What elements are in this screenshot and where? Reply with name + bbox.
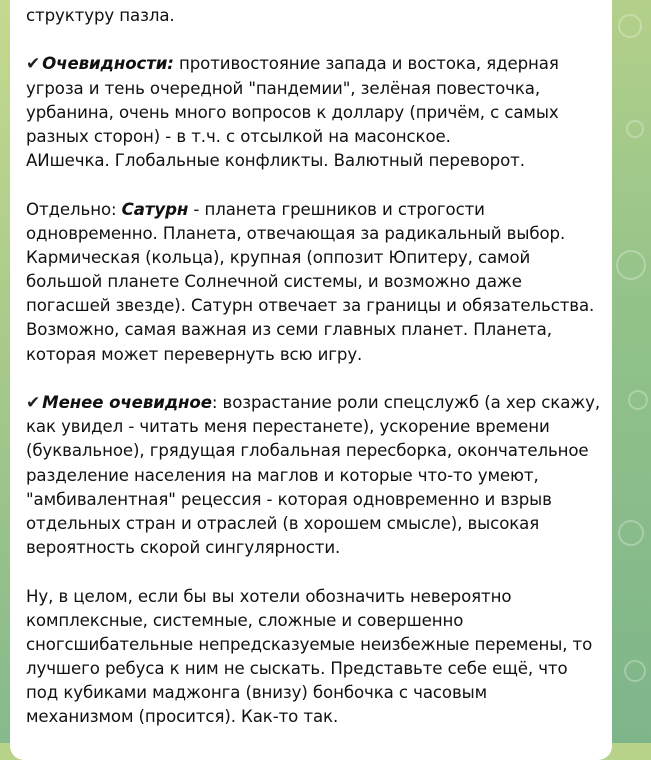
message-bubble[interactable] bbox=[10, 0, 612, 760]
conclusion-line-3: сногсшибательные непредсказуемые неизбежные перемены, то bbox=[26, 634, 593, 654]
obvious-line-3: урбанина, очень много вопросов к доллару (причём, с самых bbox=[26, 102, 559, 122]
obvious-line-5: АИшечка. Глобальные конфликты. Валютный переворот. bbox=[26, 151, 525, 171]
saturn-paragraph bbox=[26, 198, 596, 367]
wallpaper-doodle bbox=[626, 120, 644, 138]
less-obvious-line-1: : возрастание роли спецслужб (а хер скажу, bbox=[211, 393, 601, 412]
less-obvious-label: Менее очевидное bbox=[42, 393, 212, 412]
less-obvious-line-7: вероятность скорой сингулярности. bbox=[26, 538, 341, 558]
saturn-line-2: одновременно. Планета, отвечающая за радикальный выбор. bbox=[26, 223, 566, 243]
conclusion-line-1: Ну, в целом, если бы вы хотели обозначить невероятно bbox=[26, 586, 512, 606]
saturn-line-1: - планета грешников и строгости bbox=[188, 199, 485, 219]
chat-wallpaper-left bbox=[0, 0, 10, 743]
obvious-line-2: угроза и тень очередной "пандемии", зелёная повесточка, bbox=[26, 78, 541, 98]
saturn-line-4: большой планете Солнечной системы, и возможно даже bbox=[26, 272, 522, 292]
checkmark-icon: ✔ bbox=[26, 393, 41, 413]
less-obvious-line-3: (буквальное), грядущая глобальная пересборка, окончательное bbox=[26, 441, 589, 461]
obvious-line-4: разных сторон) - в т.ч. с отсылкой на масонское. bbox=[26, 126, 451, 146]
wallpaper-doodle bbox=[618, 520, 644, 546]
conclusion-line-2: комплексные, системные, сложные и совершенно bbox=[26, 610, 464, 630]
less-obvious-line-5: "амбивалентная" рецессия - которая одновременно и взрыв bbox=[26, 489, 552, 509]
obvious-label: Очевидности: bbox=[42, 54, 174, 74]
chat-wallpaper-right bbox=[612, 0, 651, 743]
less-obvious-line-6: отдельных стран и отраслей (в хорошем смысле), высокая bbox=[26, 513, 540, 533]
saturn-prefix: Отдельно: bbox=[26, 199, 122, 219]
message-intro-line: структуру пазла. bbox=[26, 6, 175, 25]
less-obvious-line-2: как увидел - читать меня перестанете), ускорение времени bbox=[26, 417, 550, 437]
wallpaper-doodle bbox=[616, 250, 646, 280]
conclusion-paragraph bbox=[26, 585, 596, 730]
checkmark-icon: ✔ bbox=[26, 54, 41, 75]
saturn-line-3: Кармическая (кольца), крупная (оппозит Юпитеру, самой bbox=[26, 247, 531, 267]
obvious-paragraph bbox=[26, 52, 596, 173]
saturn-line-6: Возможно, самая важная из семи главных планет. Планета, bbox=[26, 320, 552, 340]
saturn-line-7: которая может перевернуть всю игру. bbox=[26, 344, 363, 364]
wallpaper-doodle bbox=[628, 390, 648, 410]
wallpaper-doodle bbox=[618, 14, 642, 38]
saturn-label: Сатурн bbox=[121, 199, 189, 219]
wallpaper-doodle bbox=[624, 660, 646, 682]
conclusion-line-5: под кубиками маджонга (внизу) бонбочка с часовым bbox=[26, 683, 488, 703]
conclusion-line-6: механизмом (просится). Как-то так. bbox=[26, 707, 339, 727]
less-obvious-paragraph bbox=[26, 391, 601, 560]
obvious-line-1: противостояние запада и востока, ядерная bbox=[173, 54, 559, 74]
saturn-line-5: погасшей звезде). Сатурн отвечает за границы и обязательства. bbox=[26, 296, 595, 316]
less-obvious-line-4: разделение населения на маглов и которые что-то умеют, bbox=[26, 465, 539, 485]
conclusion-line-4: лучшего ребуса к ним не сыскать. Представьте себе ещё, что bbox=[26, 659, 568, 679]
